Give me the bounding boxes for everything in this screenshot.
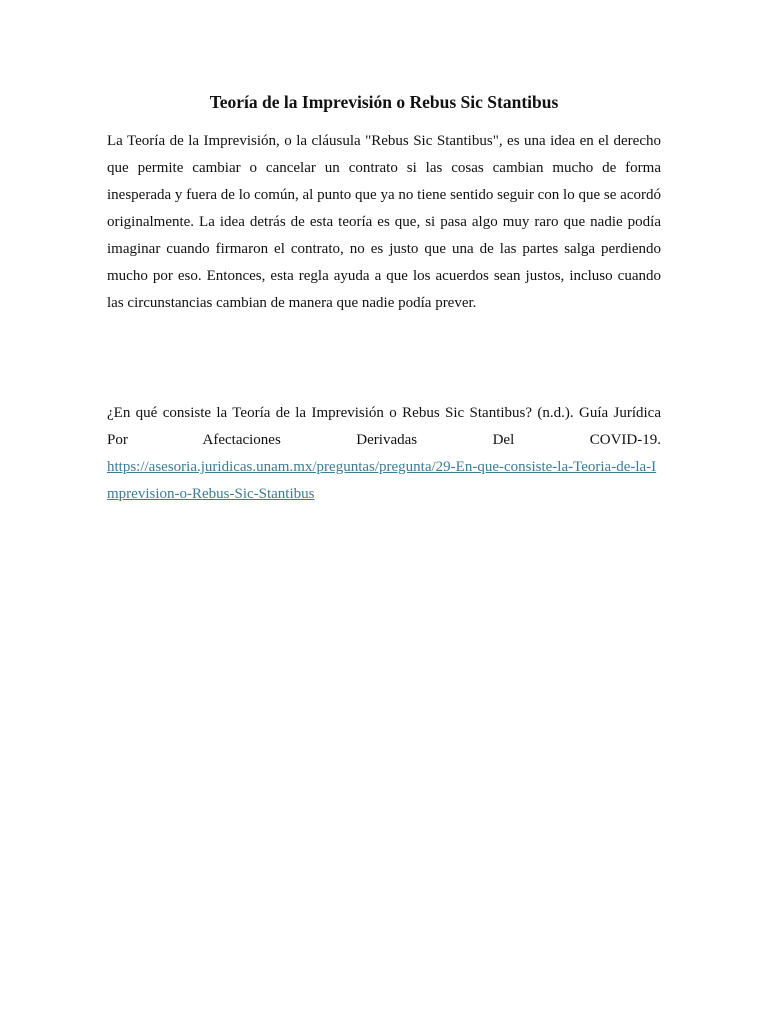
reference-citation-line-2: Por Afectaciones Derivadas Del COVID-19. xyxy=(107,432,661,448)
body-paragraph: La Teoría de la Imprevisión, o la cláusula "Rebus Sic Stantibus", es una idea en el derecho que permite cambiar o cancelar un contrato si las cosas cambian mucho de forma inesperada y fuera de lo común, al punto que ya no tiene sentido seguir con lo que se acordó originalmente. La idea detrás de esta teoría es que, si pasa algo muy raro que nadie podía imaginar cuando firmaron el contrato, no es justo que una de las partes salga perdiendo mucho por eso. Entonces, esta regla ayuda a que los acuerdos sean justos, incluso cuando las circunstancias cambian de manera que nadie podía prever. xyxy=(107,133,661,311)
reference-entry xyxy=(107,400,661,508)
document-title: Teoría de la Imprevisión o Rebus Sic Stantibus xyxy=(209,92,559,112)
reference-url-link[interactable]: https://asesoria.juridicas.unam.mx/preguntas/pregunta/29-En-que-consiste-la-Teoria-de-la-Imprevision-o-Rebus-Sic-Stantibus xyxy=(107,459,657,502)
reference-citation-line-1: ¿En qué consiste la Teoría de la Imprevisión o Rebus Sic Stantibus? (n.d.). Guía Jurídica xyxy=(107,405,661,421)
